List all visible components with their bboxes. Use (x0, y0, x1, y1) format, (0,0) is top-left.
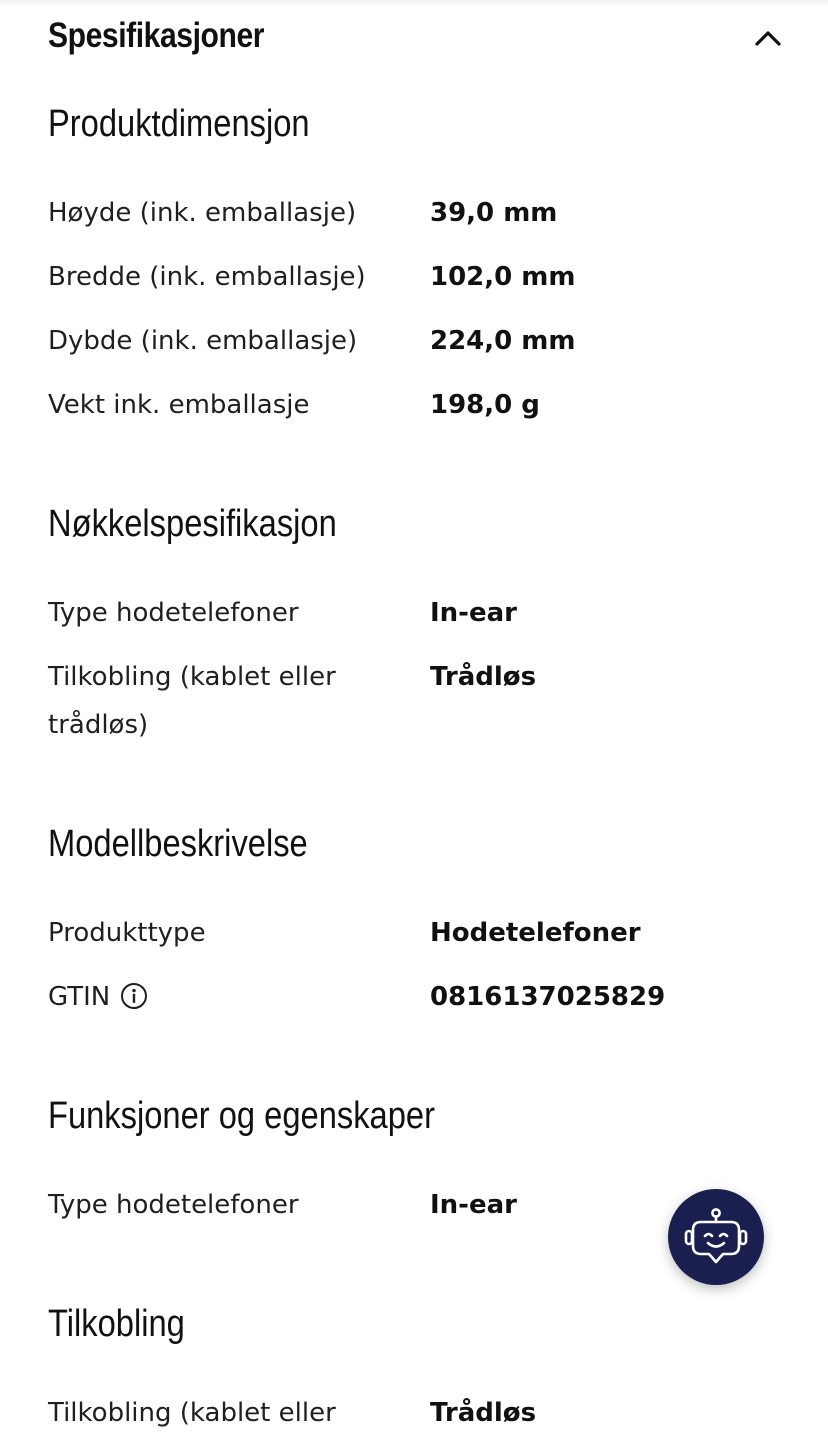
section-title-tilkobling: Tilkobling (48, 1303, 185, 1345)
spec-label: Vekt ink. emballasje (48, 390, 310, 420)
section-title-produktdimensjon: Produktdimensjon (48, 103, 310, 145)
spec-value: Trådløs (430, 662, 537, 692)
spec-label: Bredde (ink. emballasje) (48, 262, 366, 292)
chevron-up-icon (755, 30, 781, 46)
page-title: Spesifikasjoner (48, 16, 265, 55)
spec-value: In-ear (430, 598, 517, 628)
spec-value: 102,0 mm (430, 262, 576, 292)
chat-assistant-button[interactable] (668, 1189, 764, 1285)
robot-chat-icon (679, 1200, 753, 1274)
spec-label: Type hodetelefoner (48, 1190, 299, 1220)
spec-label: Høyde (ink. emballasje) (48, 198, 357, 228)
spec-value: 0816137025829 (430, 982, 666, 1012)
spec-label: Dybde (ink. emballasje) (48, 326, 358, 356)
spec-label: Produkttype (48, 918, 206, 948)
info-icon[interactable] (120, 982, 148, 1010)
section-title-nokkelspesifikasjon: Nøkkelspesifikasjon (48, 503, 337, 545)
collapse-button[interactable] (748, 20, 788, 56)
spec-label: Tilkobling (kablet eller trådløs) (48, 662, 336, 740)
header-shadow (0, 0, 828, 6)
spec-value: In-ear (430, 1190, 517, 1220)
gtin-label-text: GTIN (48, 982, 111, 1012)
spec-value: 224,0 mm (430, 326, 576, 356)
spec-value: 39,0 mm (430, 198, 558, 228)
spec-label-gtin (48, 973, 388, 1021)
section-title-modellbeskrivelse: Modellbeskrivelse (48, 823, 308, 865)
spec-value: 198,0 g (430, 390, 540, 420)
spec-value: Hodetelefoner (430, 918, 641, 948)
spec-label: Type hodetelefoner (48, 598, 299, 628)
section-title-funksjoner: Funksjoner og egenskaper (48, 1095, 435, 1137)
spec-label: Tilkobling (kablet eller (48, 1398, 336, 1428)
spec-value: Trådløs (430, 1398, 537, 1428)
